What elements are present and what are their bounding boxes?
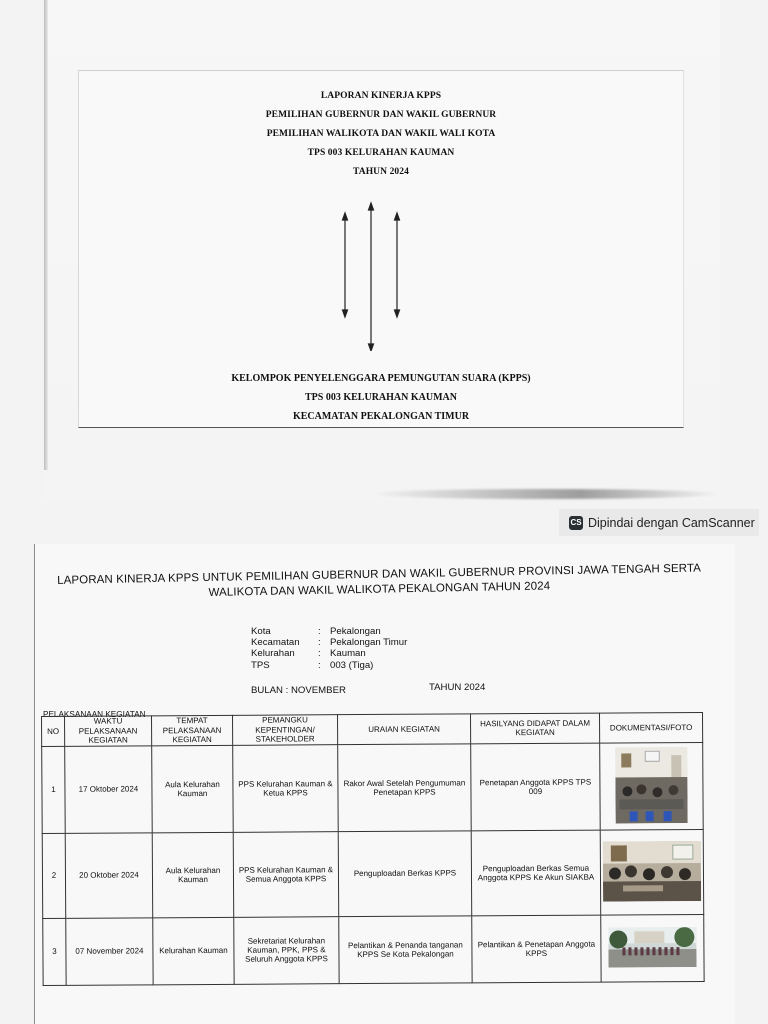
cell-no: 2 — [42, 833, 66, 918]
cell-no: 1 — [42, 746, 66, 833]
report-page-scan — [34, 544, 735, 1024]
location-info — [251, 626, 407, 671]
info-value: 003 (Tiga) — [330, 659, 374, 671]
info-key: Kecamatan — [251, 637, 300, 649]
cell-hasil: Pelantikan & Penetapan Anggota KPPS — [472, 915, 601, 983]
info-key: Kelurahan — [251, 648, 295, 660]
cell-uraian: Pelantikan & Penanda tanganan KPPS Se Kota Pekalongan — [339, 915, 472, 983]
info-key: Kota — [251, 626, 271, 637]
cover-title-line: LAPORAN KINERJA KPPS — [320, 91, 442, 101]
cover-frame — [78, 70, 684, 428]
cover-title-line: PEMILIHAN GUBERNUR DAN WAKIL GUBERNUR — [265, 110, 497, 120]
column-header: WAKTU PELAKSANAAN KEGIATAN — [65, 716, 152, 746]
cell-tempat: Aula Kelurahan Kauman — [152, 832, 234, 917]
cover-title-line: PEMILIHAN WALIKOTA DAN WAKIL WALI KOTA — [266, 129, 496, 139]
cell-stakeholder: PPS Kelurahan Kauman & Ketua KPPS — [233, 744, 339, 832]
table-row — [42, 742, 704, 833]
group-seated-photo — [603, 840, 701, 901]
cover-footer-block — [79, 369, 683, 426]
outdoor-ceremony-photo — [608, 927, 696, 968]
report-title: LAPORAN KINERJA KPPS UNTUK PEMILIHAN GUBERNUR DAN WAKIL GUBERNUR PROVINSI JAWA TENGAH SERTA WALIKOTA DAN WAKIL WALIKOTA PEKALONGAN TAHUN 2024 — [57, 562, 702, 599]
report-year: TAHUN 2024 — [429, 682, 486, 693]
table-header-row — [42, 712, 703, 746]
camscanner-badge — [559, 509, 759, 536]
report-month: BULAN : NOVEMBER — [251, 685, 346, 696]
column-header: URAIAN KEGIATAN — [337, 714, 470, 744]
column-header: HASILYANG DIDAPAT DALAM KEGIATAN — [470, 713, 599, 743]
info-row-kecamatan: Kecamatan : Pekalongan Timur — [251, 637, 408, 649]
cover-footer-line: KECAMATAN PEKALONGAN TIMUR — [292, 411, 470, 422]
column-header: TEMPAT PELAKSANAAN KEGIATAN — [152, 715, 233, 745]
cell-tempat: Aula Kelurahan Kauman — [152, 745, 234, 832]
column-header: DOKUMENTASI/FOTO — [599, 712, 702, 742]
page-edge-shadow — [44, 0, 48, 470]
section-label: PELAKSANAAN KEGIATAN — [43, 710, 146, 719]
cover-footer-line: TPS 003 KELURAHAN KAUMAN — [305, 392, 457, 403]
info-row-kelurahan: Kelurahan : Kauman — [251, 648, 366, 660]
cell-hasil: Penetapan Anggota KPPS TPS 009 — [471, 743, 601, 831]
cell-waktu: 07 November 2024 — [66, 917, 153, 985]
info-row-kota: Kota : Pekalongan — [251, 626, 381, 637]
cell-waktu: 17 Oktober 2024 — [65, 745, 153, 833]
camscanner-logo-icon: CS — [569, 516, 583, 530]
info-key: TPS — [251, 659, 270, 671]
cell-foto — [601, 914, 704, 982]
column-header: NO — [42, 716, 65, 746]
activity-table — [41, 712, 705, 986]
info-value: Pekalongan Timur — [330, 637, 408, 649]
cover-title-block — [79, 87, 683, 182]
meeting-room-photo — [615, 747, 687, 823]
cell-uraian: Rakor Awal Setelah Pengumuman Penetapan KPPS — [338, 743, 472, 831]
cell-stakeholder: Sekretariat Kelurahan Kauman, PPK, PPS & Seluruh Anggota KPPS — [234, 916, 339, 984]
cover-title-line: TPS 003 KELURAHAN KAUMAN — [307, 148, 455, 158]
page-bottom-shadow — [370, 489, 720, 499]
cover-title-line: TAHUN 2024 — [353, 167, 409, 177]
cell-waktu: 20 Oktober 2024 — [65, 832, 153, 918]
vertical-arrows-graphic — [331, 201, 411, 351]
cell-foto — [600, 829, 704, 915]
cell-tempat: Kelurahan Kauman — [153, 917, 234, 984]
table-row — [42, 829, 704, 918]
info-value: Pekalongan — [330, 626, 381, 637]
cell-no: 3 — [43, 918, 66, 985]
cell-hasil: Penguploadan Berkas Semua Anggota KPPS Ke Akun SIAKBA — [471, 830, 601, 916]
camscanner-text: Dipindai dengan CamScanner — [588, 515, 755, 530]
column-header: PEMANGKU KEPENTINGAN/ STAKEHOLDER — [232, 715, 337, 745]
table-row — [43, 914, 704, 985]
cell-uraian: Penguploadan Berkas KPPS — [338, 830, 472, 916]
info-row-tps: TPS : 003 (Tiga) — [251, 659, 374, 671]
cell-foto — [600, 742, 704, 830]
cell-stakeholder: PPS Kelurahan Kauman & Semua Anggota KPPS — [233, 831, 339, 917]
info-value: Kauman — [330, 648, 366, 660]
cover-footer-line: KELOMPOK PENYELENGGARA PEMUNGUTAN SUARA (KPPS) — [231, 373, 531, 384]
